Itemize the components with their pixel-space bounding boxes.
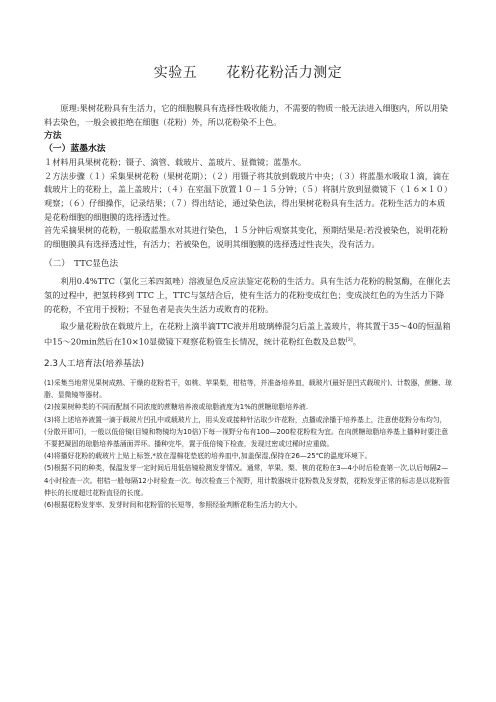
principle-paragraph: 原理:果树花粉具有生活力，它的细胞膜具有选择性吸收能力，不需要的物质一般无法进入细胞内，所以用染料去染色，一般会被拒绝在细胞（花粉）外，所以花粉染不上色。 [44, 103, 448, 127]
section3-item: (6)根据花粉发芽率、发芽时间和花粉管的长短等，参照经验判断花粉生活力的大小。 [44, 501, 302, 510]
section3-item: (4)将播好花粉的载玻片上贴上标签,*放在湿棉花垫底的培养皿中,加盖保湿,保持在26—25℃的温度环境下。 [44, 452, 372, 461]
section2-paragraph2-end: 。 [352, 336, 361, 347]
section3-heading: 2.3人工培育法(培养基法) [44, 359, 145, 370]
section1-heading: （一）蓝墨水法 [44, 144, 106, 155]
citation-footnote: [3] [345, 336, 353, 343]
section1-conclusion: 首先采摘果树的花粉，一般取蓝墨水对其进行染色，１５分钟后观察其变化，预期结果是:若没被染色，说明花粉的细胞膜具有选择透过性，有活力；若被染色，说明其细胞膜的选择透过性丧失，没有活力。 [44, 225, 448, 249]
section1-materials: １材料用具果树花粉；镊子、滴管、载玻片、盖玻片、显微镜；蓝墨水。 [44, 157, 307, 168]
methods-heading: 方法 [44, 131, 62, 142]
section2-paragraph2-text: 取少量花粉放在载玻片上，在花粉上滴半滴TTC液并用玻璃棒混匀后盖上盖玻片，将其置于35～40的恒温箱中15～20min然后在10×10显微镜下观察花粉管生长情况，统计花粉红色数及总数 [44, 321, 451, 347]
section2-paragraph1: 利用0.4%TTC（氯化三苯四氮唑）溶液显色反应法鉴定花粉的生活力。具有生活力花粉的脱氢酶，在催化去氢的过程中，把氢转移到 TTC 上，TTC与氢结合后，使有生活力的花粉变成红色；变成淡红色的为生活力下降的花粉，不宜用于授粉；不显色者是丧失生活力或败育的花粉。 [44, 276, 451, 314]
section3-item: (1)采集当地常见果树成熟、干燥的花粉若干，如桃、苹果梨，柑桔等，并准备培养皿，载玻片(最好是凹式载玻片)、计数器，蔗糖、琼脂、显微镜等器材。 [44, 379, 452, 400]
document-title: 实验五 花粉花粉活力测定 [153, 65, 343, 81]
section2-heading: （二） TTC显色法 [44, 259, 119, 270]
section2-paragraph2 [44, 320, 452, 349]
section3-item: (3)将上述培养液置一滴于载玻片凹孔中或载玻片上，用头发或接种针沾取少许花粉，点播或涂播于培养基上，注意使花粉分布均匀，(分散开即可)，一般以低倍镜(目镜和物镜均为10倍)下每一视野分布有100—200粒花粉粒为宜。在向蔗糖琼脂培养基上播种时要注意不要把凝固的琼脂培养基涌面弄坏。播种完毕，置于低倍镜下检查，发现过密或过稀时应重做。 [44, 415, 449, 449]
section1-steps: ２方法步骤（１）采集果树花粉（果树花期）；（２）用镊子将其放到载玻片中央；（３）将蓝墨水吸取１滴，滴在载玻片上的花粉上，盖上盖玻片；（４）在室温下放置１０－１５分钟；（５）将制片放到显微镜下（１６×１０）观察；（６）仔细操作，记录结果；（７）得出结论，通过染色法，得出果树花粉具有生活力。花粉生活力的本质是花粉细胞的细胞膜的选择透过性。 [44, 170, 450, 222]
section3-item: (2)按果树种类的不同而配制不同浓度的蔗糖培养液或琼脂液度为1%的蔗糖琼脂培养液. [44, 403, 309, 412]
section3-item: (5)根据不同的种类，保温发芽一定时间后用低倍镜检测发芽情况。通常，苹果、梨、桃的花粉在3—4小时后检查第一次,以后每隔2—4小时检查一次。柑桔一般每隔12小时检查一次。每次检查三个视野，用计数器统计花粉数及发芽数，花粉发芽正常的标志是以花粉管伸长的长度超过花粉直径的长度。 [44, 464, 450, 497]
